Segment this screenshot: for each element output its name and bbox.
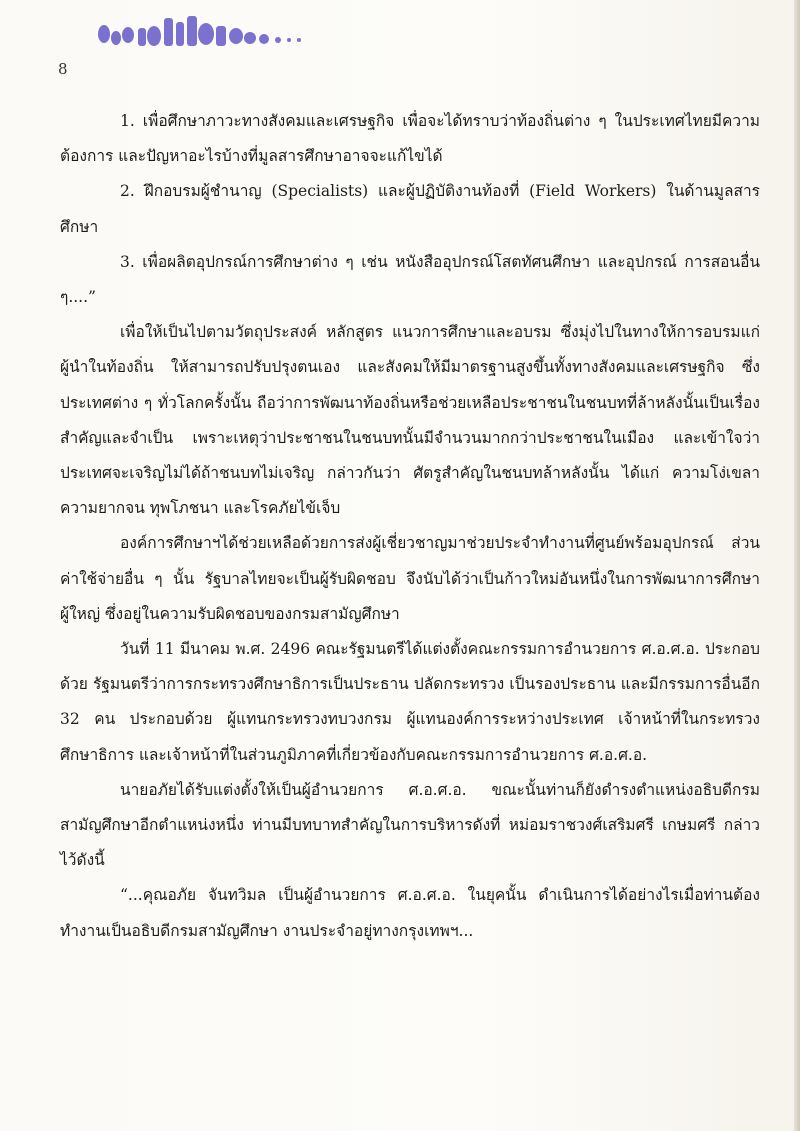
paragraph-objective-3: 3. เพื่อผลิตอุปกรณ์การศึกษาต่าง ๆ เช่น หนังสืออุปกรณ์โสตทัศนศึกษา และอุปกรณ์ การสอนอื่น ๆ....” (60, 252, 760, 307)
page-edge-shadow (794, 0, 800, 1131)
paragraph-unesco-support: องค์การศึกษาฯได้ช่วยเหลือด้วยการส่งผู้เชี่ยวชาญมาช่วยประจำทำงานที่ศูนย์พร้อมอุปกรณ์ ส่วนค่าใช้จ่ายอื่น ๆ นั้น รัฐบาลไทยจะเป็นผู้รับผิดชอบ จึงนับได้ว่าเป็นก้าวใหม่อันหนึ่งในการพัฒนาการศึกษาผู้ใหญ่ ซึ่งอยู่ในความรับผิดชอบของกรมสามัญศึกษา (60, 534, 760, 623)
page-number: 8 (58, 60, 68, 78)
paragraph-quote: “...คุณอภัย จันทวิมล เป็นผู้อำนวยการ ศ.อ.ศ.อ. ในยุคนั้น ดำเนินการได้อย่างไรเมื่อท่านต้องทำงานเป็นอธิบดีกรมสามัญศึกษา งานประจำอยู่ทางกรุงเทพฯ... (60, 886, 760, 940)
body-text (60, 104, 760, 949)
paragraph-objective-1: 1. เพื่อศึกษาภาวะทางสังคมและเศรษฐกิจ เพื่อจะได้ทราบว่าท้องถิ่นต่าง ๆ ในประเทศไทยมีความต้องการ และปัญหาอะไรบ้างที่มูลสารศึกษาอาจจะแก้ไขได้ (60, 112, 760, 166)
library-stamp (92, 8, 307, 52)
paragraph-director: นายอภัยได้รับแต่งตั้งให้เป็นผู้อำนวยการ ศ.อ.ศ.อ. ขณะนั้นท่านก็ยังดำรงตำแหน่งอธิบดีกรมสามัญศึกษาอีกตำแหน่งหนึ่ง ท่านมีบทบาทสำคัญในการบริหารดังที่ หม่อมราชวงศ์เสริมศรี เกษมศรี กล่าวไว้ดังนี้ (60, 780, 760, 870)
paragraph-objective-2: 2. ฝึกอบรมผู้ชำนาญ (Specialists) และผู้ปฏิบัติงานท้องที่ (Field Workers) ในด้านมูลสารศึกษา (60, 182, 760, 236)
paragraph-curriculum: เพื่อให้เป็นไปตามวัตถุประสงค์ หลักสูตร แนวการศึกษาและอบรม ซึ่งมุ่งไปในทางให้การอบรมแก่ผู้นำในท้องถิ่น ให้สามารถปรับปรุงตนเอง และสังคมให้มีมาตรฐานสูงขึ้นทั้งทางสังคมและเศรษฐกิจ ซึ่งประเทศต่าง ๆ ทั่วโลกครั้งนั้น ถือว่าการพัฒนาท้องถิ่นหรือช่วยเหลือประชาชนในชนบทที่ล้าหลังนั้นเป็นเรื่องสำคัญและจำเป็น เพราะเหตุว่าประชาชนในชนบทนั้นมีจำนวนมากกว่าประชาชนในเมือง และเข้าใจว่าประเทศจะเจริญไม่ได้ถ้าชนบทไม่เจริญ กล่าวกันว่า ศัตรูสำคัญในชนบทล้าหลังนั้น ได้แก่ ความโง่เขลา ความยากจน ทุพโภชนา และโรคภัยไข้เจ็บ (60, 323, 760, 518)
paragraph-committee: วันที่ 11 มีนาคม พ.ศ. 2496 คณะรัฐมนตรีได้แต่งตั้งคณะกรรมการอำนวยการ ศ.อ.ศ.อ. ประกอบด้วย รัฐมนตรีว่าการกระทรวงศึกษาธิการเป็นประธาน ปลัดกระทรวง เป็นรองประธาน และมีกรรมการอื่นอีก 32 คน ประกอบด้วย ผู้แทนกระทรวงทบวงกรม ผู้แทนองค์การระหว่างประเทศ เจ้าหน้าที่ในกระทรวงศึกษาธิการ และเจ้าหน้าที่ในส่วนภูมิภาคที่เกี่ยวข้องกับคณะกรรมการอำนวยการ ศ.อ.ศ.อ. (60, 640, 760, 764)
